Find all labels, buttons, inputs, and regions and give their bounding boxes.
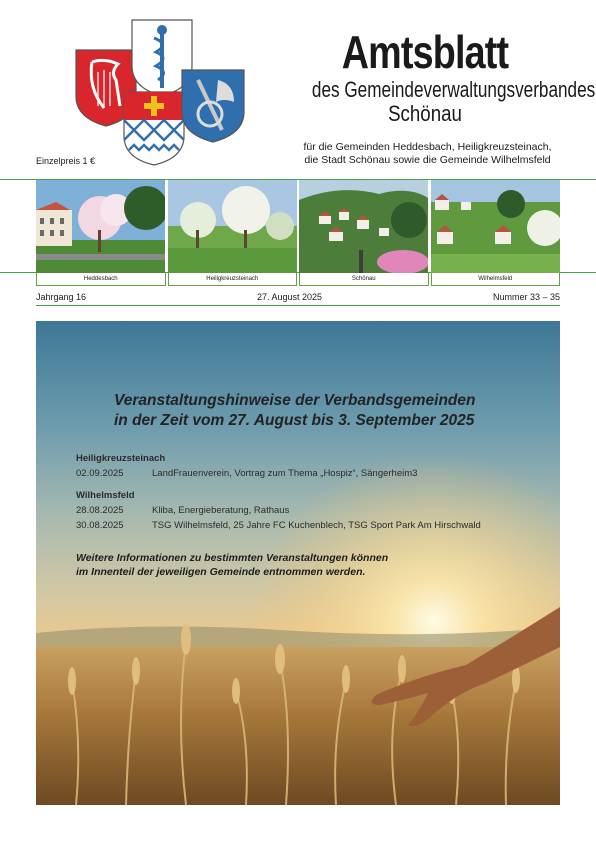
publication-subtitle: des Gemeindeverwaltungsverbandes bbox=[311, 77, 596, 102]
event-row bbox=[76, 518, 546, 533]
event-row bbox=[76, 466, 546, 481]
village-photo-strip bbox=[36, 180, 560, 273]
cover-hero-image bbox=[36, 321, 560, 805]
caption-heddesbach: Heddesbach bbox=[36, 273, 166, 286]
events-headline bbox=[114, 391, 534, 431]
event-description: Kliba, Energieberatung, Rathaus bbox=[152, 505, 290, 516]
events-list bbox=[76, 451, 546, 533]
caption-schoenau: Schönau bbox=[299, 273, 429, 286]
photo-captions bbox=[36, 273, 560, 286]
headline-line-1: Veranstaltungshinweise der Verbandsgemeinden bbox=[114, 392, 476, 409]
issue-info-bar bbox=[36, 290, 560, 306]
caption-wilhelmsfeld: Wilhelmsfeld bbox=[431, 273, 561, 286]
municipalities-line-1: für die Gemeinden Heddesbach, Heiligkreuzsteinach, bbox=[303, 141, 552, 153]
more-info-line-2: im Innenteil der jeweiligen Gemeinde entnommen werden. bbox=[76, 566, 366, 578]
volume-label: Jahrgang 16 bbox=[36, 292, 87, 302]
municipalities-note bbox=[280, 141, 575, 167]
event-description: LandFrauenverein, Vortrag zum Thema „Hospiz“, Sängerheim3 bbox=[152, 468, 418, 479]
caption-heiligkreuzsteinach: Heiligkreuzsteinach bbox=[168, 273, 298, 286]
issue-number: Nummer 33 – 35 bbox=[492, 292, 560, 302]
photo-wilhelmsfeld bbox=[431, 180, 561, 273]
event-description: TSG Wilhelmsfeld, 25 Jahre FC Kuchenblech, TSG Sport Park Am Hirschwald bbox=[152, 520, 481, 531]
event-date: 28.08.2025 bbox=[76, 505, 124, 516]
photo-heiligkreuzsteinach bbox=[168, 180, 298, 273]
section-heading-wilhelmsfeld: Wilhelmsfeld bbox=[76, 490, 135, 501]
coats-of-arms bbox=[74, 18, 249, 166]
single-price: Einzelpreis 1 € bbox=[36, 156, 96, 166]
photo-schoenau bbox=[299, 180, 429, 273]
municipalities-line-2: die Stadt Schönau sowie die Gemeinde Wilhelmsfeld bbox=[304, 154, 551, 166]
masthead bbox=[280, 26, 596, 126]
event-row bbox=[76, 503, 546, 518]
section-heading-heiligkreuzsteinach: Heiligkreuzsteinach bbox=[76, 453, 166, 464]
axe-crest-icon bbox=[182, 70, 244, 142]
more-info-line-1: Weitere Informationen zu bestimmten Veranstaltungen können bbox=[76, 552, 389, 564]
cross-lozenge-crest-icon bbox=[124, 92, 184, 165]
publication-subtitle-place: Schönau bbox=[388, 101, 462, 126]
event-date: 02.09.2025 bbox=[76, 468, 124, 479]
event-date: 30.08.2025 bbox=[76, 520, 124, 531]
headline-line-2: in der Zeit vom 27. August bis 3. September 2025 bbox=[114, 412, 475, 429]
issue-date: 27. August 2025 bbox=[256, 292, 323, 302]
photo-heddesbach bbox=[36, 180, 166, 273]
more-info-note bbox=[76, 551, 496, 579]
publication-title: Amtsblatt bbox=[341, 26, 509, 78]
